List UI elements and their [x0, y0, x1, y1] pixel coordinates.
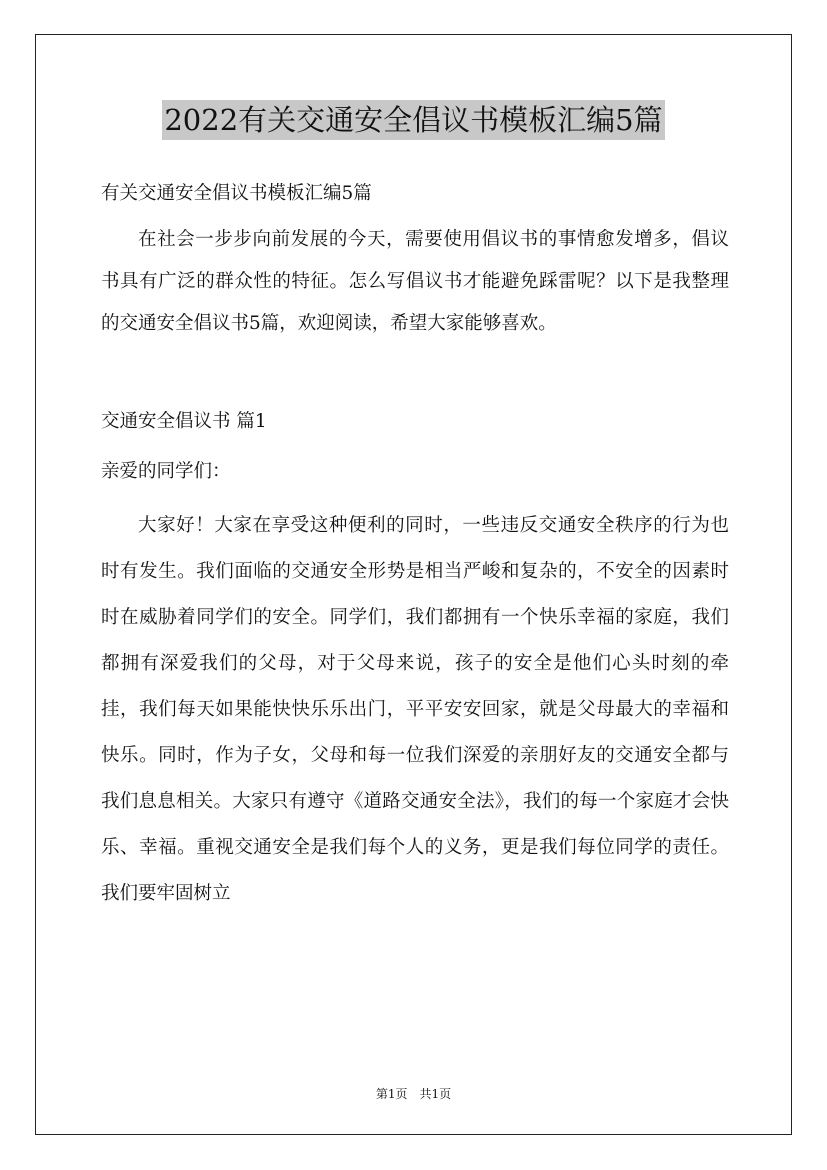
section-heading: 交通安全倡议书 篇1: [101, 411, 267, 432]
page-footer: [0, 1085, 827, 1102]
intro-paragraph: 在社会一步步向前发展的今天，需要使用倡议书的事情愈发增多，倡议书具有广泛的群众性的特征。怎么写倡议书才能避免踩雷呢？以下是我整理的交通安全倡议书5篇，欢迎阅读，希望大家能够喜欢。: [101, 229, 729, 334]
document-body: [101, 173, 729, 917]
page-number: 第1页 共1页: [375, 1087, 452, 1101]
subtitle-line: 有关交通安全倡议书模板汇编5篇: [101, 183, 372, 204]
document-title-text: 2022有关交通安全倡议书模板汇编5篇: [162, 100, 664, 140]
salutation: 亲爱的同学们：: [101, 461, 231, 482]
body-paragraph: 大家好！大家在享受这种便利的同时，一些违反交通安全秩序的行为也时有发生。我们面临的交通安全形势是相当严峻和复杂的，不安全的因素时时在威胁着同学们的安全。同学们，我们都拥有一个快乐幸福的家庭，我们都拥有深爱我们的父母，对于父母来说，孩子的安全是他们心头时刻的牵挂，我们每天如果能快快乐乐出门，平平安安回家，就是父母最大的幸福和快乐。同时，作为子女，父母和每一位我们深爱的亲朋好友的交通安全都与我们息息相关。大家只有遵守《道路交通安全法》，我们的每一个家庭才会快乐、幸福。重视交通安全是我们每个人的义务，更是我们每位同学的责任。我们要牢固树立: [101, 515, 729, 904]
section-spacer: [101, 345, 729, 401]
document-title: [0, 100, 827, 140]
